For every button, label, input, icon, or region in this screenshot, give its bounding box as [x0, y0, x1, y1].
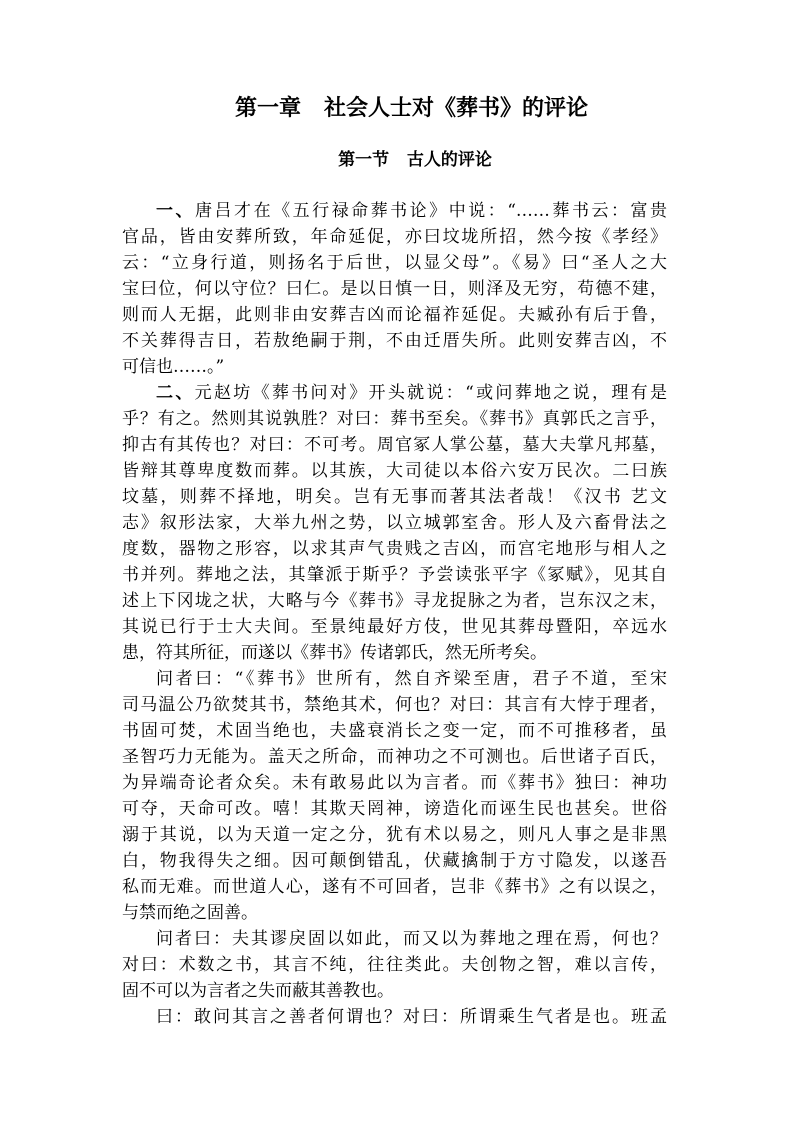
line-text: 与禁而绝之固善。: [122, 903, 258, 923]
line-text: 度数，器物之形容，以求其声气贵贱之吉凶，而宫宅地形与相人之: [122, 539, 667, 559]
text-line: [122, 432, 667, 458]
text-line: [122, 406, 667, 432]
text-line: [122, 328, 667, 354]
text-line: [122, 770, 667, 796]
text-line: [122, 562, 667, 588]
text-line: [122, 926, 667, 952]
text-line: [122, 276, 667, 302]
text-line: [122, 1004, 667, 1030]
body-text: [122, 198, 667, 1030]
line-text: 司马温公乃欲焚其书，禁绝其术，何也？对曰：其言有大悖于理者，: [122, 695, 667, 715]
text-line: [122, 796, 667, 822]
text-line: [122, 952, 667, 978]
text-line: [122, 718, 667, 744]
line-text: 书并列。葬地之法，其肇派于斯乎？予尝读张平字《冢赋》，见其自: [122, 565, 667, 585]
text-line: [122, 380, 667, 406]
text-line: [122, 588, 667, 614]
line-text: 志》叙形法家，大举九州之势，以立城郭室舍。形人及六畜骨法之: [122, 513, 667, 533]
line-text: 乎？有之。然则其说孰胜？对曰：葬书至矣。《葬书》真郭氏之言乎，: [122, 409, 667, 429]
text-line: [122, 250, 667, 276]
line-text: 曰：敢问其言之善者何谓也？对曰：所谓乘生气者是也。班孟: [156, 1007, 667, 1027]
line-text: 官品，皆由安葬所致，年命延促，亦曰坟垅所招，然今按《孝经》: [122, 227, 667, 247]
chapter-title: 第一章 社会人士对《葬书》的评论: [235, 96, 588, 121]
text-line: [122, 302, 667, 328]
text-line: [122, 536, 667, 562]
line-text: 云：“立身行道，则扬名于后世，以显父母”。《易》曰“圣人之大: [122, 253, 667, 273]
item-number: 一、: [156, 201, 196, 221]
line-text: 问者曰：“《葬书》世所有，然自齐梁至唐，君子不道，至宋: [156, 669, 667, 689]
line-text: 圣智巧力无能为。盖天之所命，而神功之不可测也。后世诸子百氏，: [122, 747, 667, 767]
line-text: 可夺，天命可改。嘻！其欺天罔神，谤造化而诬生民也甚矣。世俗: [122, 799, 667, 819]
line-text: 元赵坊《葬书问对》开头就说：“或问葬地之说，理有是: [194, 383, 667, 403]
line-text: 述上下冈垅之状，大略与今《葬书》寻龙捉脉之为者，岂东汉之末，: [122, 591, 667, 611]
line-text: 对曰：术数之书，其言不纯，往往类此。夫创物之智，难以言传，: [122, 955, 667, 975]
section-title: 第一节 古人的评论: [338, 150, 492, 170]
text-line: [122, 822, 667, 848]
line-text: 白，物我得失之细。因可颠倒错乱，伏藏擒制于方寸隐发，以遂吾: [122, 851, 667, 871]
line-text: 唐吕才在《五行禄命葬书论》中说：“……葬书云：富贵: [195, 201, 667, 221]
line-text: 皆辩其尊卑度数而葬。以其族，大司徒以本俗六安万民次。二曰族: [122, 461, 667, 481]
text-line: [122, 198, 667, 224]
line-text: 问者曰：夫其谬戾固以如此，而又以为葬地之理在焉，何也？: [156, 929, 667, 949]
text-line: [122, 224, 667, 250]
line-text: 书固可焚，术固当绝也，夫盛衰消长之变一定，而不可推移者，虽: [122, 721, 667, 741]
text-line: [122, 640, 667, 666]
text-line: [122, 744, 667, 770]
text-line: [122, 978, 667, 1004]
line-text: 为异端奇论者众矣。未有敢易此以为言者。而《葬书》独曰：神功: [122, 773, 667, 793]
line-text: 坟墓，则葬不择地，明矣。岂有无事而著其法者哉！《汉书 艺文: [122, 487, 667, 507]
text-line: [122, 354, 667, 380]
line-text: 则而人无据，此则非由安葬吉凶而论福祚延促。夫臧孙有后于鲁，: [122, 305, 667, 325]
line-text: 可信也……。”: [122, 357, 225, 377]
line-text: 抑古有其传也？对曰：不可考。周官冢人掌公墓，墓大夫掌凡邦墓，: [122, 435, 667, 455]
line-text: 其说已行于士大夫间。至景纯最好方伎，世见其葬母暨阳，卒远水: [122, 617, 667, 637]
item-number: 二、: [156, 383, 195, 403]
text-line: [122, 484, 667, 510]
text-line: [122, 692, 667, 718]
line-text: 患，符其所征，而遂以《葬书》传诸郭氏，然无所考矣。: [122, 643, 547, 663]
text-line: [122, 666, 667, 692]
line-text: 宝曰位，何以守位？曰仁。是以日慎一日，则泽及无穷，苟德不建，: [122, 279, 667, 299]
line-text: 不关葬得吉日，若敖绝嗣于荆，不由迁厝失所。此则安葬吉凶，不: [122, 331, 667, 351]
text-line: [122, 614, 667, 640]
line-text: 溺于其说，以为天道一定之分，犹有术以易之，则凡人事之是非黑: [122, 825, 667, 845]
line-text: 私而无难。而世道人心，遂有不可回者，岂非《葬书》之有以误之，: [122, 877, 667, 897]
line-text: 固不可以为言者之失而蔽其善教也。: [122, 981, 394, 1001]
text-line: [122, 900, 667, 926]
text-line: [122, 458, 667, 484]
text-line: [122, 848, 667, 874]
text-line: [122, 510, 667, 536]
text-line: [122, 874, 667, 900]
